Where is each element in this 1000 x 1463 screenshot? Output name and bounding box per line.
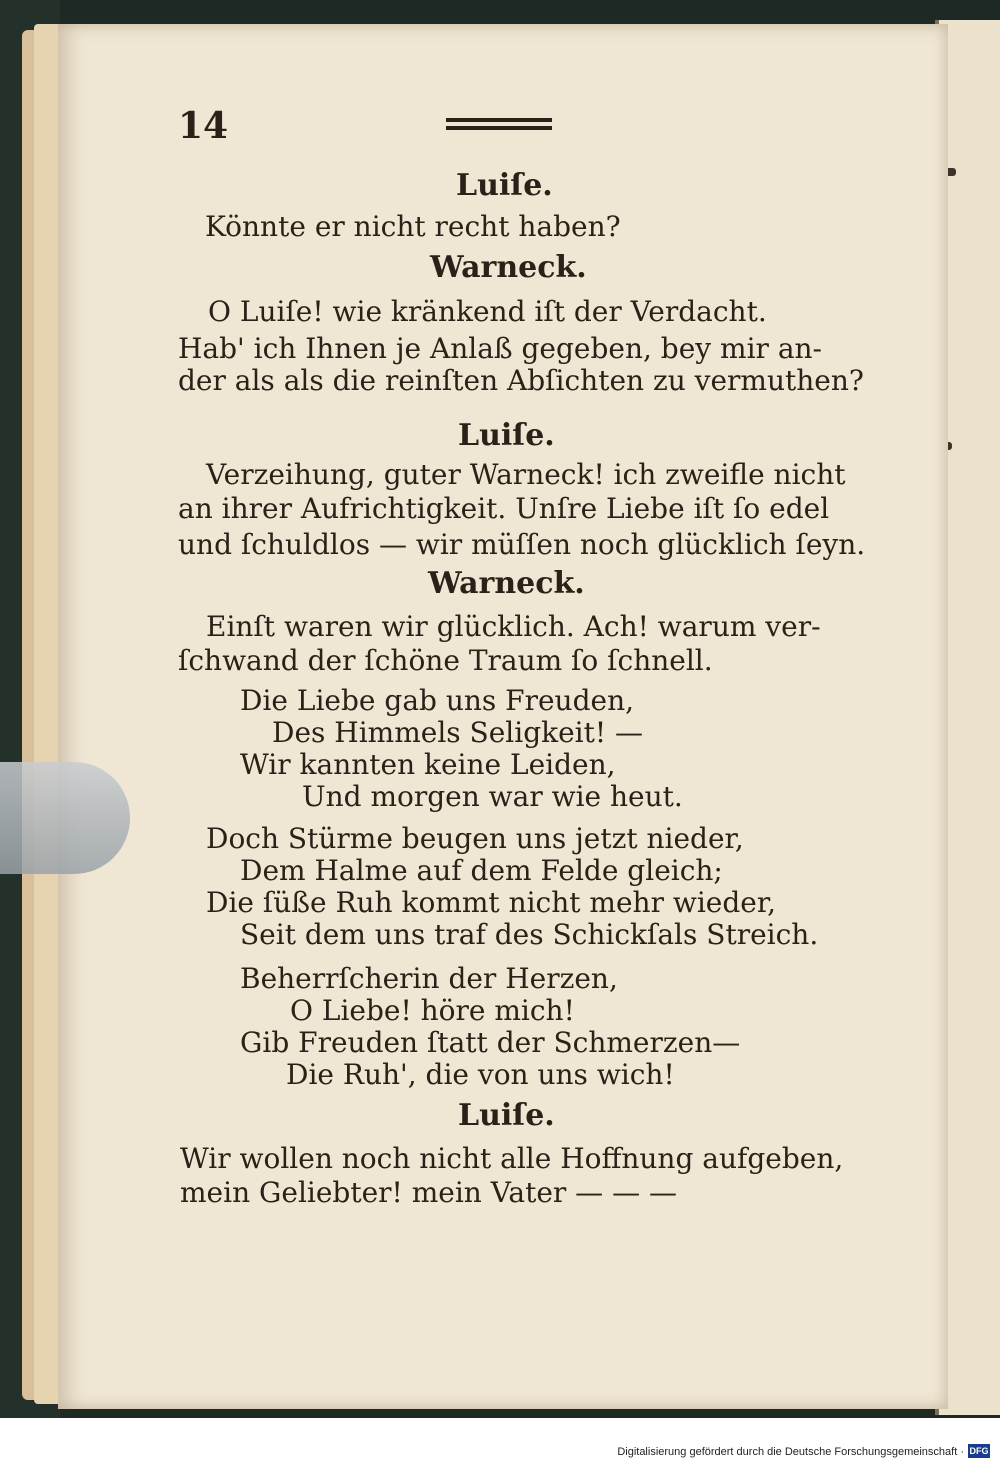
page-number: 14 [178, 105, 229, 147]
verse-line: Die ſüße Ruh kommt nicht mehr wieder, [206, 886, 777, 919]
text-line: an ihrer Aufrichtigkeit. Unſre Liebe iſt ſo edel [178, 492, 830, 525]
speaker-name: Luiſe. [458, 418, 555, 453]
verse-line: O Liebe! höre mich! [290, 994, 575, 1027]
text-line: Hab' ich Ihnen je Anlaß gegeben, bey mir an- [178, 332, 822, 365]
text-line: und ſchuldlos — wir müſſen noch glücklich ſeyn. [178, 528, 866, 561]
speaker-name: Luiſe. [456, 168, 553, 203]
verse-line: Seit dem uns traf des Schickſals Streich. [240, 918, 819, 951]
page-clip [0, 762, 130, 874]
background-top [0, 0, 1000, 20]
text-line: mein Geliebter! mein Vater — — — [180, 1176, 677, 1209]
text-line: Einſt waren wir glücklich. Ach! warum ver- [206, 610, 821, 643]
header-rule [446, 118, 552, 130]
text-line: O Luiſe! wie kränkend iſt der Verdacht. [208, 295, 767, 328]
text-line: Könnte er nicht recht haben? [205, 210, 621, 243]
verse-line: Des Himmels Seligkeit! — [272, 716, 644, 749]
verse-line: Die Liebe gab uns Freuden, [240, 684, 635, 717]
verse-line: Beherrſcherin der Herzen, [240, 962, 618, 995]
dfg-logo: DFG [969, 1446, 989, 1456]
verse-line: Und morgen war wie heut. [302, 780, 683, 813]
verse-line: Dem Halme auf dem Felde gleich; [240, 854, 723, 887]
footer-credit: Digitalisierung gefördert durch die Deutsche Forschungsgemeinschaft · [617, 1446, 964, 1458]
text-line: Wir wollen noch nicht alle Hoffnung aufgeben, [180, 1142, 844, 1175]
verse-line: Die Ruh', die von uns wich! [286, 1058, 675, 1091]
speaker-name: Luiſe. [458, 1098, 555, 1133]
verse-line: Doch Stürme beugen uns jetzt nieder, [206, 822, 744, 855]
speaker-name: Warneck. [428, 566, 585, 601]
text-line: ſchwand der ſchöne Traum ſo ſchnell. [178, 644, 713, 677]
verse-line: Wir kannten keine Leiden, [240, 748, 616, 781]
speaker-name: Warneck. [430, 250, 587, 285]
text-line: der als als die reinſten Abſichten zu vermuthen? [178, 364, 864, 397]
verse-line: Gib Freuden ſtatt der Schmerzen— [240, 1026, 741, 1059]
text-line: Verzeihung, guter Warneck! ich zweifle nicht [206, 458, 846, 491]
